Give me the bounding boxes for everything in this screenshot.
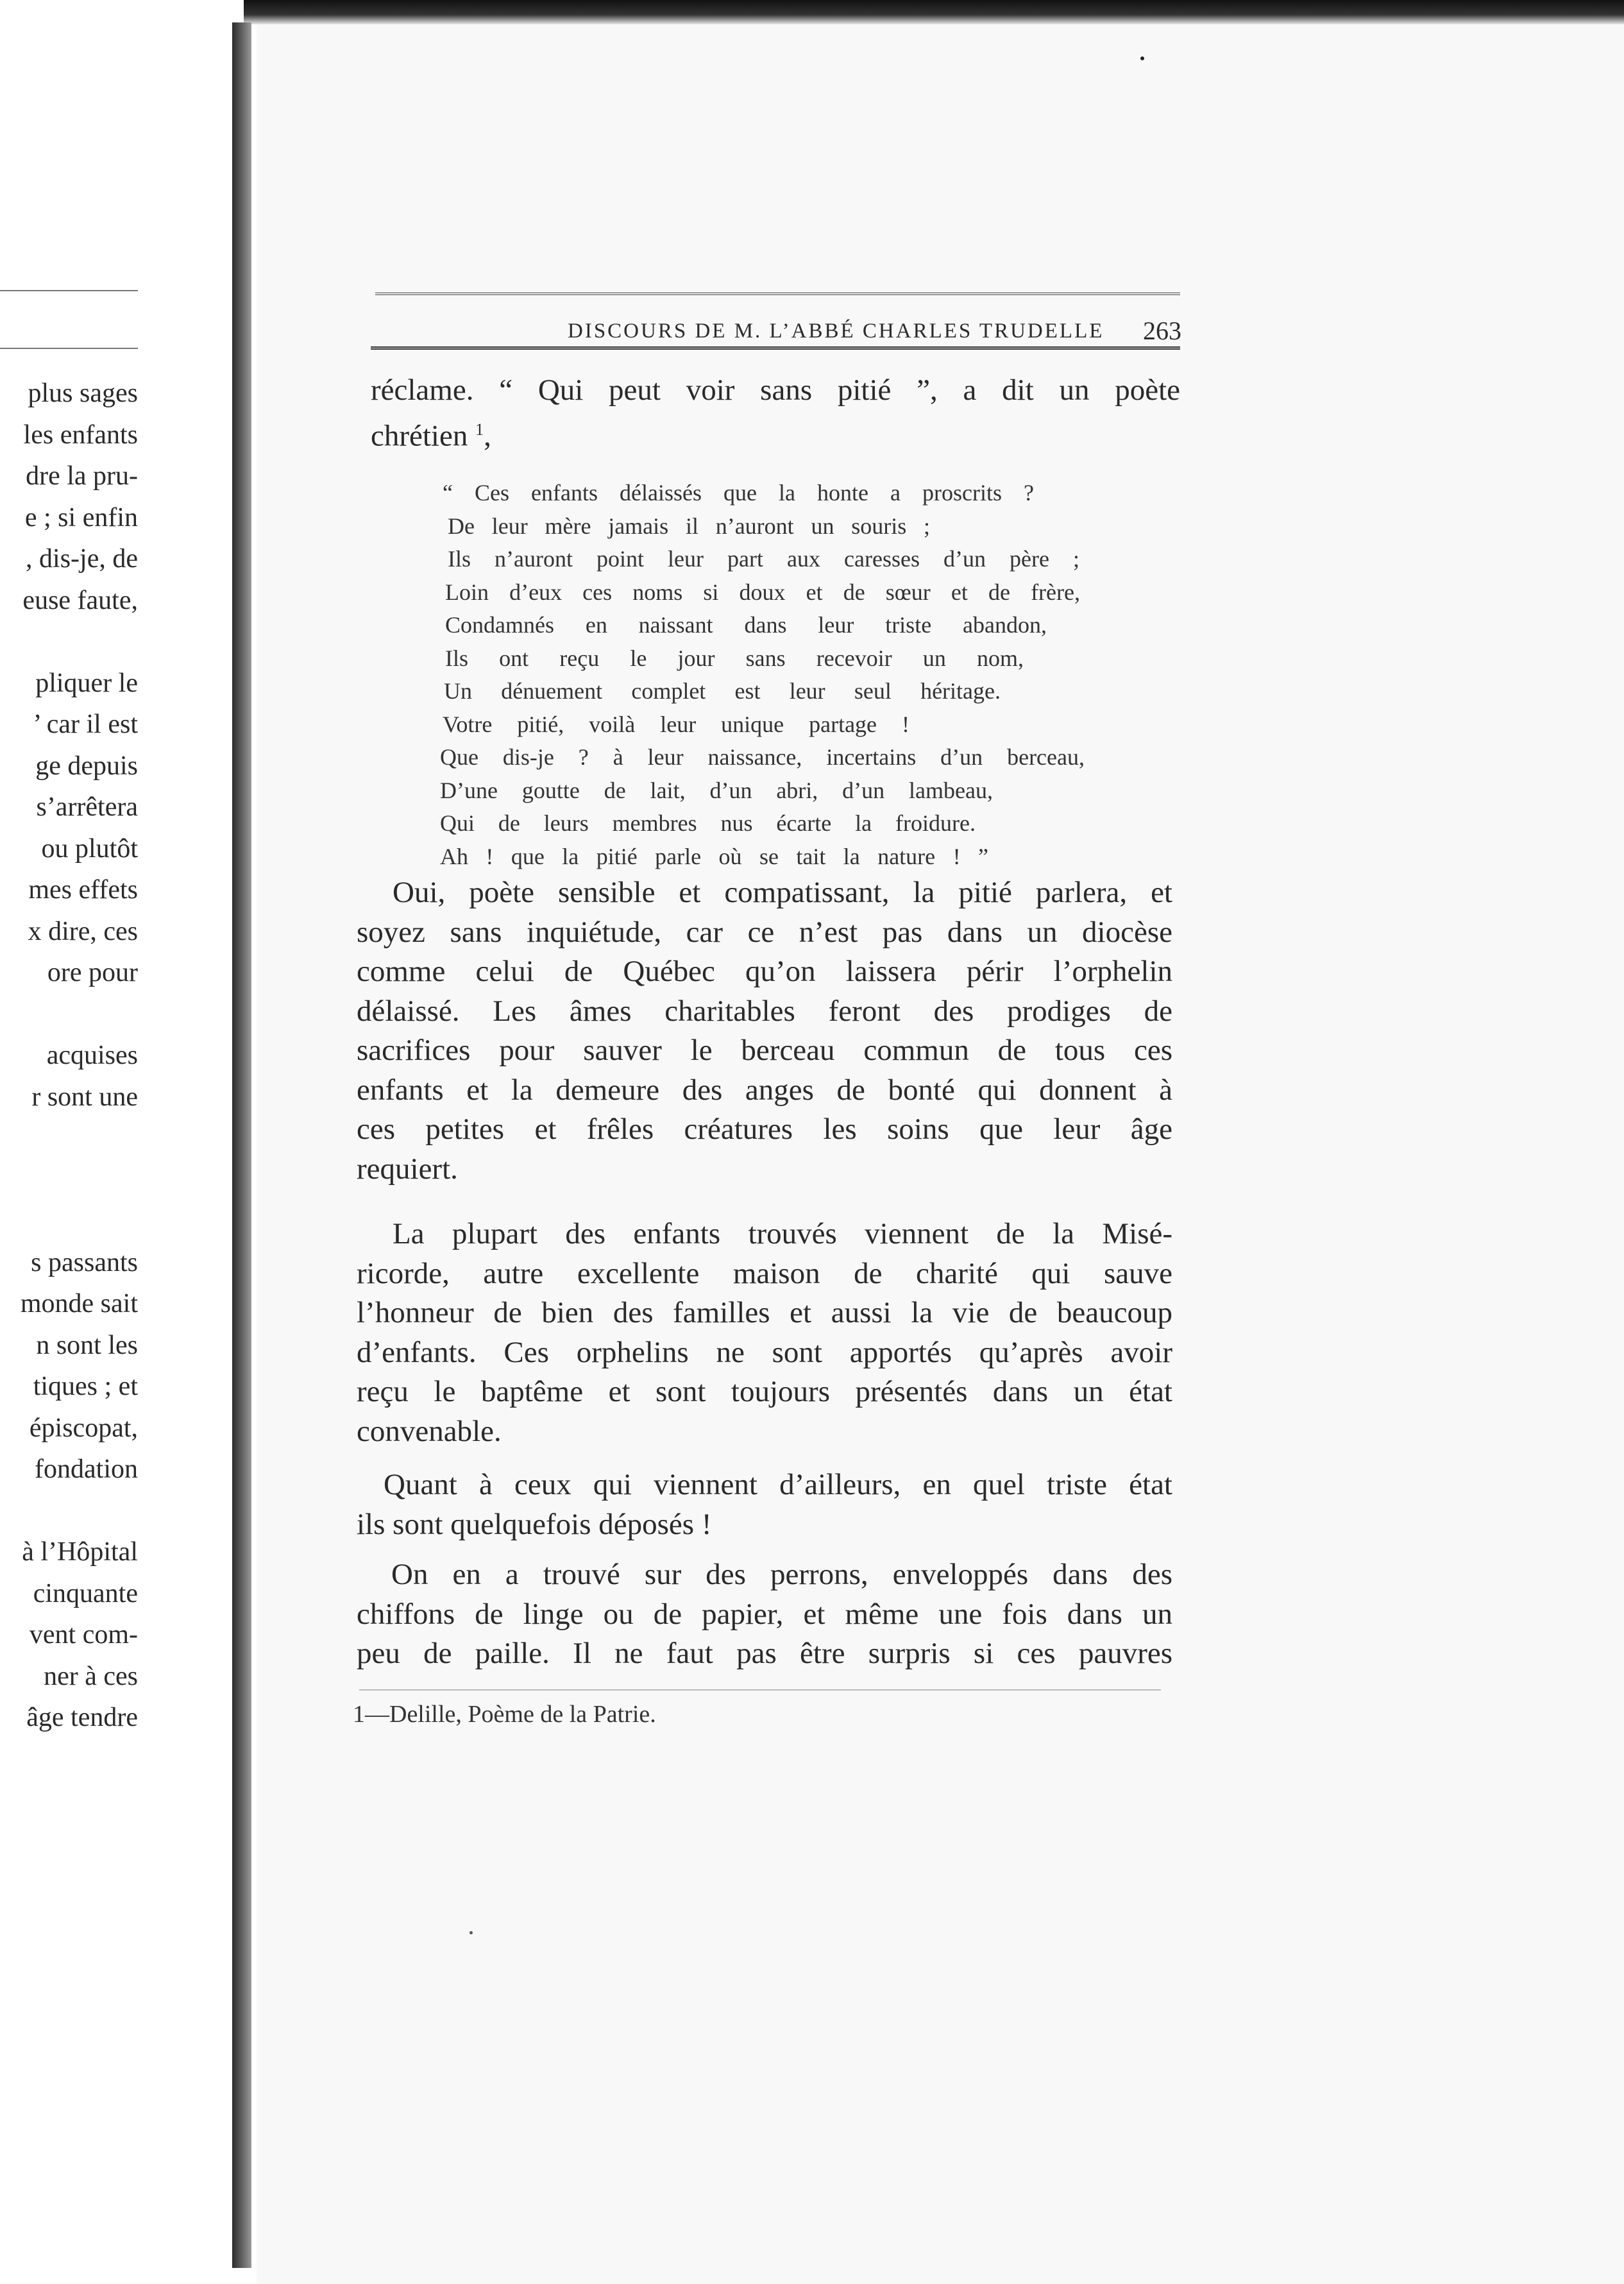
verse-line: Que dis-je ? à leur naissance, incertains d’un berceau, (440, 744, 1085, 770)
left-page-line: ’ car il est (33, 710, 138, 739)
body-line: ricorde, autre excellente maison de charité qui sauve (357, 1256, 1172, 1290)
body-line: On en a trouvé sur des perrons, enveloppés dans des (391, 1558, 1172, 1591)
left-page-line: ou plutôt (41, 833, 138, 864)
left-header-rule-2 (0, 348, 138, 349)
verse-line: Un dénuement complet est leur seul héritage. (444, 678, 1001, 704)
body-line: comme celui de Québec qu’on laissera périr l’orphelin (357, 955, 1172, 988)
scan-speck (1140, 56, 1144, 60)
body-line: chiffons de linge ou de papier, et même une fois dans un (357, 1597, 1172, 1631)
left-page-line: s’arrêtera (36, 792, 138, 822)
footnote-rule (359, 1689, 1161, 1691)
page-number: 263 (1143, 316, 1181, 345)
left-page-line: mes effets (28, 875, 138, 905)
body-line: Quant à ceux qui viennent d’ailleurs, en quel triste état (384, 1468, 1172, 1501)
verse-line: Loin d’eux ces noms si doux et de sœur et de frère, (445, 579, 1080, 605)
footnote-marker: 1 (475, 420, 484, 439)
left-page-line: monde sait (20, 1289, 138, 1318)
body-line: ils sont quelquefois déposés ! (357, 1507, 712, 1541)
left-page-line: épiscopat, (29, 1413, 138, 1443)
left-page-line: euse faute, (22, 585, 138, 615)
body-line: enfants et la demeure des anges de bonté qui donnent à (357, 1073, 1172, 1107)
scan-top-edge (244, 0, 1624, 24)
body-line: La plupart des enfants trouvés viennent de la Misé- (393, 1217, 1172, 1250)
left-page-line: , dis-je, de (26, 544, 138, 574)
verse-line: Ils n’auront point leur part aux caresses d’un père ; (448, 546, 1079, 572)
body-line: peu de paille. Il ne faut pas être surpris si ces pauvres (357, 1637, 1172, 1670)
left-page-line: pliquer le (35, 668, 138, 698)
header-rule-bottom (371, 346, 1180, 350)
left-page-line: vent com- (29, 1620, 138, 1649)
body-line: ces petites et frêles créatures les soins que leur âge (357, 1112, 1172, 1146)
header-rule-top (375, 293, 1180, 295)
scan-speck (469, 1931, 473, 1934)
body-line: soyez sans inquiétude, car ce n’est pas dans un diocèse (357, 915, 1172, 949)
verse-line: Qui de leurs membres nus écarte la froidure. (440, 810, 976, 836)
left-page-line: cinquante (33, 1578, 138, 1608)
left-page-line: x dire, ces (28, 916, 138, 946)
left-page-line: dre la pru- (26, 461, 138, 491)
left-page-line: fondation (35, 1454, 138, 1484)
intro-line: chrétien $^1$, (371, 419, 491, 453)
left-page-line: les enfants (23, 420, 138, 450)
verse-line: Ah ! que la pitié parle où se tait la nature ! ” (440, 843, 988, 869)
book-gutter (232, 22, 251, 2268)
body-line: convenable. (357, 1414, 502, 1448)
body-line: l’honneur de bien des familles et aussi la vie de beaucoup (357, 1296, 1172, 1329)
left-page-line: ge depuis (35, 751, 138, 781)
verse-line: Condamnés en naissant dans leur triste abandon, (445, 612, 1047, 638)
left-page-line: s passants (31, 1247, 138, 1277)
footnote: 1—Delille, Poème de la Patrie. (353, 1701, 656, 1728)
body-line: sacrifices pour sauver le berceau commun de tous ces (357, 1034, 1172, 1067)
intro-line: réclame. “ Qui peut voir sans pitié ”, a dit un poète (371, 373, 1180, 407)
left-page-line: acquises (46, 1041, 138, 1070)
verse-line: Ils ont reçu le jour sans recevoir un nom, (445, 645, 1024, 671)
left-page-line: âge tendre (26, 1703, 138, 1732)
verse-line: D’une goutte de lait, d’un abri, d’un lambeau, (440, 777, 993, 803)
left-page-line: à l’Hôpital (22, 1537, 138, 1567)
left-page-line: tiques ; et (33, 1372, 138, 1401)
verse-line: Votre pitié, voilà leur unique partage ! (443, 711, 909, 737)
left-page-line: r sont une (31, 1082, 138, 1112)
verse-line: “ Ces enfants délaissés que la honte a proscrits ? (443, 480, 1034, 506)
left-page-line: e ; si enfin (24, 502, 138, 533)
body-line: délaissé. Les âmes charitables feront des prodiges de (357, 994, 1172, 1028)
body-line: d’enfants. Ces orphelins ne sont apportés qu’après avoir (357, 1335, 1172, 1369)
left-page-line: ore pour (47, 958, 138, 987)
left-page-line: n sont les (36, 1330, 138, 1360)
left-page-line: plus sages (28, 379, 138, 408)
body-line: requiert. (357, 1152, 458, 1186)
left-page-line: ner à ces (44, 1661, 138, 1691)
verse-line: De leur mère jamais il n’auront un souris ; (448, 513, 930, 539)
body-line: reçu le baptême et sont toujours présentés dans un état (357, 1375, 1172, 1408)
body-line: Oui, poète sensible et compatissant, la pitié parlera, et (393, 876, 1172, 909)
left-page (0, 0, 244, 2284)
left-header-rule (0, 290, 138, 291)
running-head: DISCOURS DE M. L’ABBÉ CHARLES TRUDELLE (568, 320, 1104, 343)
